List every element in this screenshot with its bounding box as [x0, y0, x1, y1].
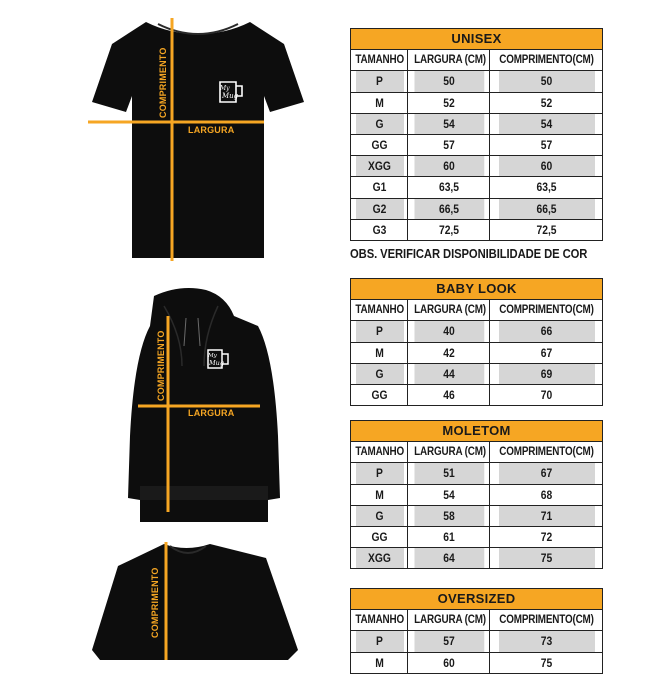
table-row: M 54 68 — [351, 484, 603, 505]
babylook-table — [350, 278, 603, 406]
length-label: COMPRIMENTO — [156, 330, 166, 401]
width-label: LARGURA — [188, 125, 235, 135]
col-header-size: TAMANHO — [354, 50, 403, 71]
col-header-length: COMPRIMENTO(CM) — [497, 442, 594, 463]
table-row: GG 57 57 — [351, 134, 603, 155]
moletom-table — [350, 420, 603, 569]
table-row: P 57 73 — [351, 631, 603, 652]
availability-note: OBS. VERIFICAR DISPONIBILIDADE DE COR — [350, 247, 588, 261]
col-header-width: LARGURA (CM) — [413, 300, 484, 321]
svg-text:My: My — [208, 353, 217, 359]
col-header-width: LARGURA (CM) — [413, 610, 484, 631]
table-title: BABY LOOK — [351, 279, 603, 300]
table-row: G2 66,5 66,5 — [351, 198, 603, 219]
table-row: XGG 60 60 — [351, 156, 603, 177]
svg-text:Mug: Mug — [222, 92, 239, 100]
table-row: P 40 66 — [351, 321, 603, 342]
svg-text:My: My — [220, 85, 230, 92]
table-row: G 58 71 — [351, 505, 603, 526]
col-header-length: COMPRIMENTO(CM) — [497, 610, 594, 631]
col-header-width: LARGURA (CM) — [413, 50, 484, 71]
table-row: G1 63,5 63,5 — [351, 177, 603, 198]
tshirt-shape — [92, 22, 304, 258]
table-row: GG 46 70 — [351, 384, 603, 405]
table-row: P 50 50 — [351, 71, 603, 92]
tshirt-diagram — [88, 18, 308, 263]
oversized-shape — [92, 544, 298, 660]
table-row: M 52 52 — [351, 92, 603, 113]
hoodie-diagram — [108, 286, 298, 526]
col-header-size: TAMANHO — [354, 300, 403, 321]
table-title: MOLETOM — [351, 421, 603, 442]
length-label: COMPRIMENTO — [158, 47, 168, 118]
table-title: UNISEX — [351, 29, 603, 50]
col-header-size: TAMANHO — [354, 442, 403, 463]
table-row: G 54 54 — [351, 113, 603, 134]
width-label: LARGURA — [188, 408, 235, 418]
table-row: M 60 75 — [351, 652, 603, 673]
table-row: XGG 64 75 — [351, 548, 603, 569]
col-header-length: COMPRIMENTO(CM) — [497, 300, 594, 321]
table-title: OVERSIZED — [351, 589, 603, 610]
table-row: M 42 67 — [351, 342, 603, 363]
table-row: P 51 67 — [351, 463, 603, 484]
unisex-table — [350, 28, 603, 241]
table-row: GG 61 72 — [351, 526, 603, 547]
length-label: COMPRIMENTO — [150, 567, 160, 638]
oversized-diagram — [88, 540, 310, 660]
svg-text:Mug: Mug — [209, 359, 225, 367]
col-header-size: TAMANHO — [354, 610, 403, 631]
col-header-length: COMPRIMENTO(CM) — [497, 50, 594, 71]
oversized-table — [350, 588, 603, 674]
col-header-width: LARGURA (CM) — [413, 442, 484, 463]
table-row: G3 72,5 72,5 — [351, 219, 603, 240]
table-row: G 44 69 — [351, 363, 603, 384]
